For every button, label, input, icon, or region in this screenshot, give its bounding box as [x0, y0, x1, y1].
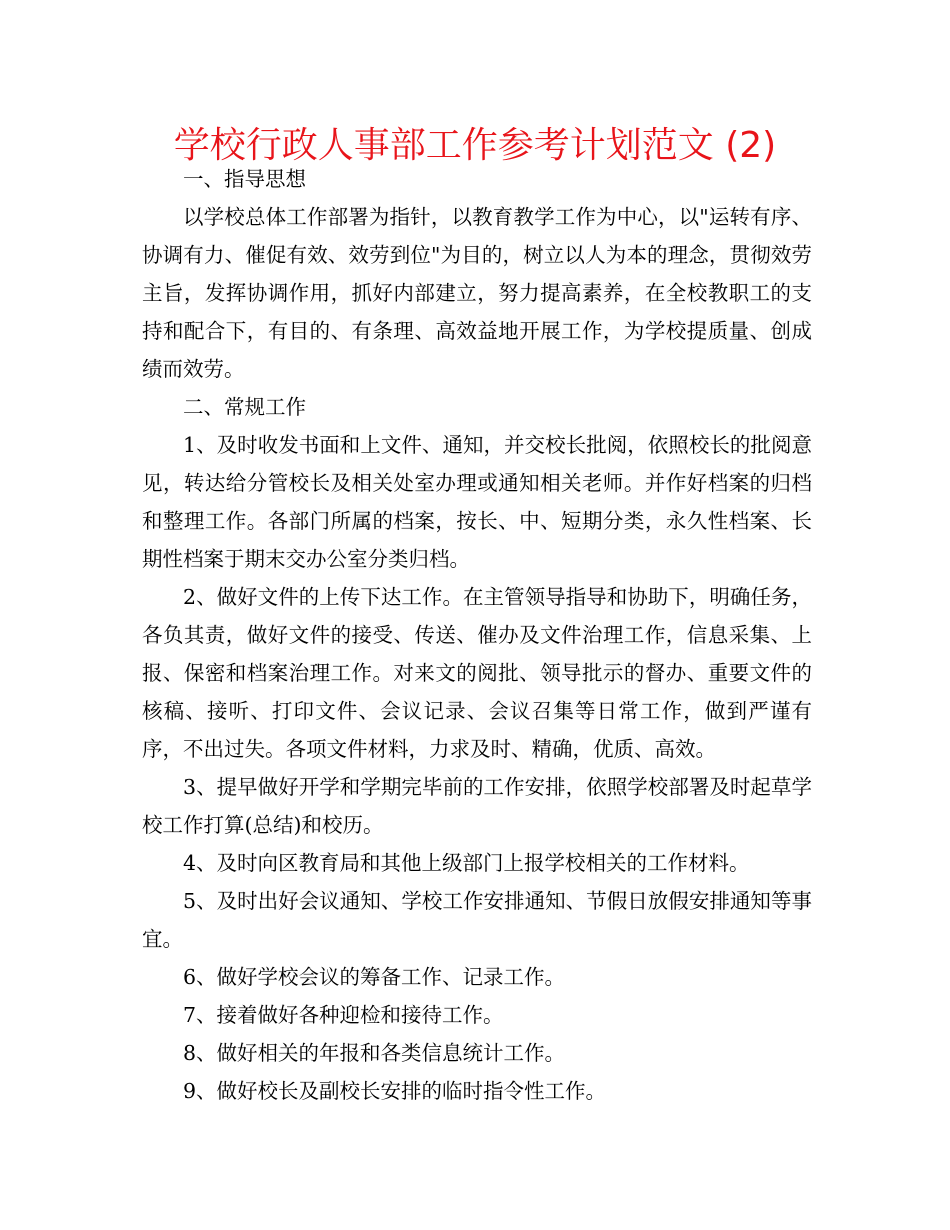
paragraph-item-7: 7、接着做好各种迎检和接待工作。 [183, 1003, 504, 1027]
paragraph-guiding-thought: 以学校总体工作部署为指针，以教育教学工作为中心，以"运转有序、协调有力、催促有效、效劳到位"为目的，树立以人为本的理念，贯彻效劳主旨，发挥协调作用，抓好内部建立，努力提高素养，在全校教职工的支持和配合下，有目的、有条理、高效益地开展工作，为学校提质量、创成绩而效劳。 [142, 205, 812, 381]
document-title: 学校行政人事部工作参考计划范文 (2) [173, 125, 777, 166]
paragraph-item-5: 5、及时出好会议通知、学校工作安排通知、节假日放假安排通知等事宜。 [142, 889, 812, 951]
paragraph-item-1: 1、及时收发书面和上文件、通知，并交校长批阅，依照校长的批阅意见，转达给分管校长及相关处室办理或通知相关老师。并作好档案的归档和整理工作。各部门所属的档案，按长、中、短期分类，永久性档案、长期性档案于期末交办公室分类归档。 [142, 433, 812, 571]
section-heading-guiding-thought: 一、指导思想 [183, 167, 306, 191]
paragraph-item-6: 6、做好学校会议的筹备工作、记录工作。 [183, 965, 566, 989]
paragraph-item-9: 9、做好校长及副校长安排的临时指令性工作。 [183, 1079, 607, 1103]
paragraph-item-4: 4、及时向区教育局和其他上级部门上报学校相关的工作材料。 [183, 851, 750, 875]
document-body [142, 160, 812, 1110]
paragraph-item-3: 3、提早做好开学和学期完毕前的工作安排，依照学校部署及时起草学校工作打算(总结)和校历。 [142, 775, 812, 837]
section-heading-routine-work: 二、常规工作 [183, 395, 306, 419]
paragraph-item-8: 8、做好相关的年报和各类信息统计工作。 [183, 1041, 566, 1065]
paragraph-item-2: 2、做好文件的上传下达工作。在主管领导指导和协助下，明确任务，各负其责，做好文件的接受、传送、催办及文件治理工作，信息采集、上报、保密和档案治理工作。对来文的阅批、领导批示的督办、重要文件的核稿、接听、打印文件、会议记录、会议召集等日常工作，做到严谨有序，不出过失。各项文件材料，力求及时、精确，优质、高效。 [142, 585, 812, 761]
